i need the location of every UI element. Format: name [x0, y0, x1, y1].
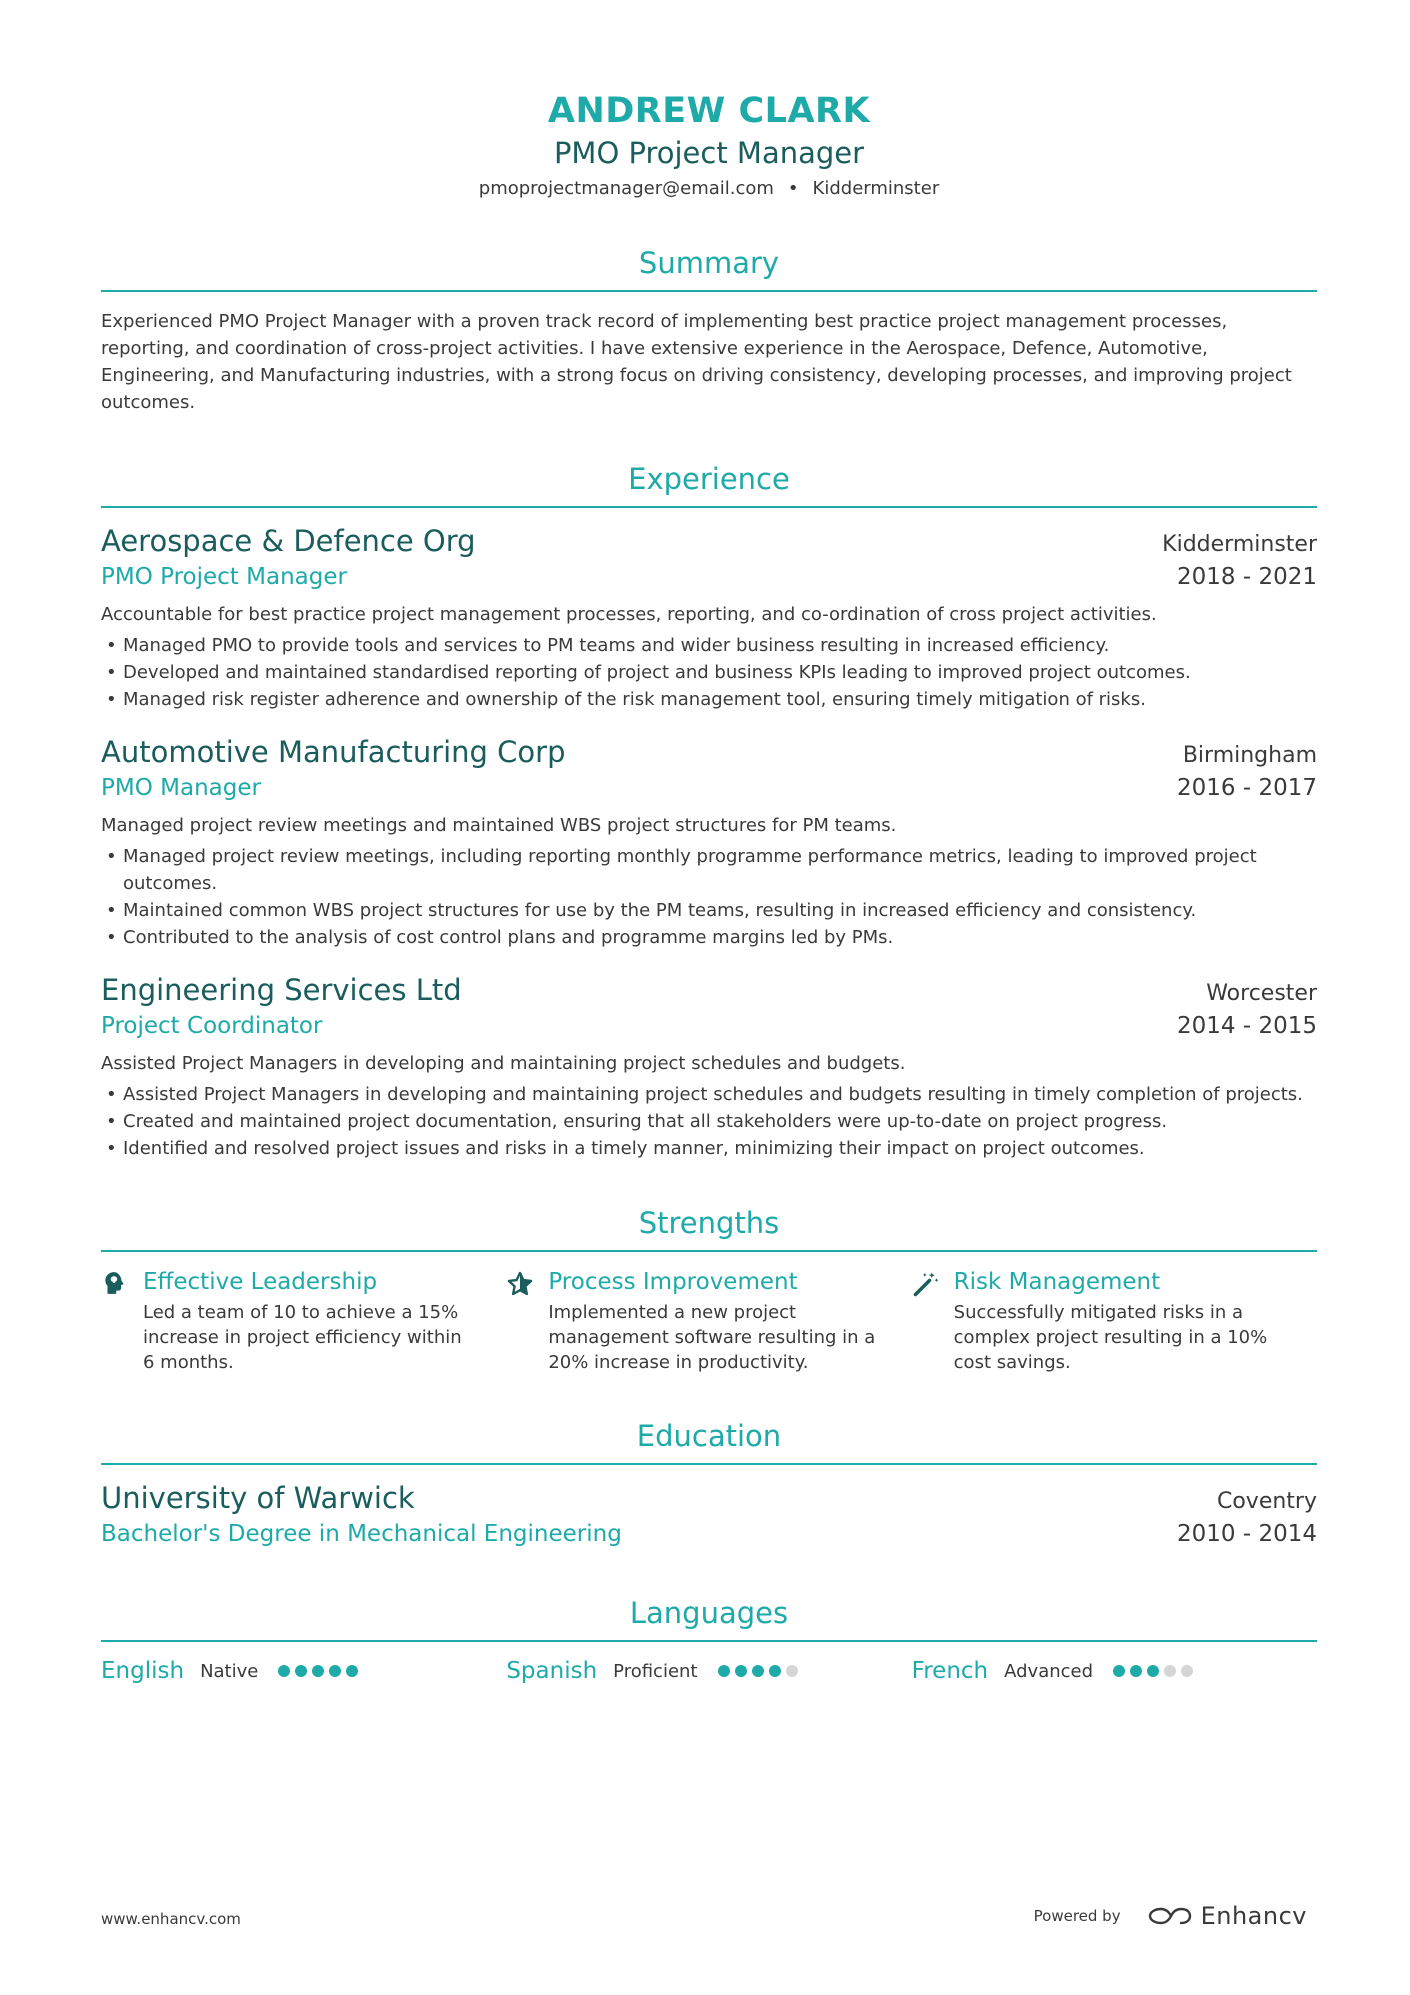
- job-bullet: • Maintained common WBS project structures for use by the PM teams, resulting in increased efficiency and consistency.: [101, 897, 1317, 924]
- rating-dot-empty: [1164, 1665, 1176, 1677]
- strengths-list: [101, 1266, 1317, 1375]
- job-description: Managed project review meetings and maintained WBS project structures for PM teams.: [101, 815, 897, 836]
- job-role: PMO Manager: [101, 775, 261, 801]
- job-company: Automotive Manufacturing Corp: [101, 735, 566, 769]
- education-school: University of Warwick: [101, 1481, 415, 1515]
- brand-logo[interactable]: [1147, 1902, 1307, 1930]
- language-rating: [1113, 1665, 1198, 1677]
- candidate-name: ANDREW CLARK: [547, 91, 871, 131]
- job-bullets: [101, 1081, 1317, 1162]
- language-name: Spanish: [506, 1658, 598, 1684]
- head-icon: [101, 1266, 143, 1375]
- contact-location: Kidderminster: [812, 178, 940, 199]
- education-entry: [101, 1479, 1317, 1550]
- job-entry: [101, 733, 1317, 951]
- language-level: Native: [200, 1660, 259, 1682]
- job-description: Assisted Project Managers in developing and maintaining project schedules and budgets.: [101, 1053, 906, 1074]
- candidate-title: PMO Project Manager: [553, 136, 865, 170]
- strengths-heading: Strengths: [101, 1204, 1317, 1252]
- strength-description: Implemented a new project management software resulting in a 20% increase in productivity.: [548, 1302, 876, 1373]
- job-role: Project Coordinator: [101, 1013, 323, 1039]
- education-heading: Education: [101, 1417, 1317, 1465]
- languages-heading: Languages: [101, 1594, 1317, 1642]
- job-description: Accountable for best practice project management processes, reporting, and co-ordination of cross project activities.: [101, 604, 1157, 625]
- languages-list: [101, 1654, 1317, 1688]
- language-name: English: [101, 1658, 185, 1684]
- language-item: [506, 1654, 911, 1688]
- rating-dot-empty: [786, 1665, 798, 1677]
- language-rating: [278, 1665, 363, 1677]
- job-entry: [101, 522, 1317, 713]
- resume-header: [101, 0, 1317, 204]
- job-bullet: • Developed and maintained standardised reporting of project and business KPIs leading to improved project outcomes.: [101, 659, 1317, 686]
- language-name: French: [911, 1658, 989, 1684]
- experience-section: [101, 460, 1317, 1162]
- education-degree: Bachelor's Degree in Mechanical Engineering: [101, 1521, 622, 1547]
- job-dates: 2014 - 2015: [1177, 1013, 1317, 1039]
- strength-title: Risk Management: [953, 1269, 1161, 1295]
- job-location: Kidderminster: [1162, 532, 1317, 557]
- education-dates: 2010 - 2014: [1177, 1521, 1317, 1547]
- job-location: Birmingham: [1182, 743, 1317, 768]
- strength-description: Successfully mitigated risks in a complex project resulting in a 10% cost savings.: [953, 1302, 1268, 1373]
- job-dates: 2018 - 2021: [1177, 564, 1317, 590]
- strengths-section: [101, 1204, 1317, 1375]
- job-entry: [101, 971, 1317, 1162]
- summary-section: [101, 244, 1317, 416]
- job-bullet: • Identified and resolved project issues and risks in a timely manner, minimizing their impact on project outcomes.: [101, 1135, 1317, 1162]
- rating-dot-filled: [735, 1665, 747, 1677]
- star-icon: [506, 1266, 548, 1375]
- job-bullet: • Created and maintained project documentation, ensuring that all stakeholders were up-to-date on project progress.: [101, 1108, 1317, 1135]
- job-bullet: • Managed PMO to provide tools and services to PM teams and wider business resulting in increased efficiency.: [101, 632, 1317, 659]
- job-bullets: [101, 843, 1317, 951]
- brand-name: Enhancv: [1200, 1902, 1307, 1930]
- rating-dot-filled: [329, 1665, 341, 1677]
- contact-separator: •: [787, 178, 799, 199]
- job-dates: 2016 - 2017: [1177, 775, 1317, 801]
- education-section: [101, 1417, 1317, 1550]
- magic-wand-icon: [912, 1266, 954, 1375]
- footer-branding: [1034, 1902, 1307, 1930]
- rating-dot-filled: [295, 1665, 307, 1677]
- job-bullet: • Managed risk register adherence and ownership of the risk management tool, ensuring timely mitigation of risks.: [101, 686, 1317, 713]
- language-item: [912, 1654, 1317, 1688]
- rating-dot-empty: [1181, 1665, 1193, 1677]
- powered-by-label: Powered by: [1033, 1907, 1121, 1925]
- education-location: Coventry: [1216, 1489, 1317, 1514]
- language-rating: [718, 1665, 803, 1677]
- strength-item: [101, 1266, 506, 1375]
- summary-text: Experienced PMO Project Manager with a proven track record of implementing best practice project management processes, reporting, and coordination of cross-project activities. I have extensive experience in the Aerospace, Defence, Automotive, Engineering, and Manufacturing industries, with a strong focus on driving consistency, developing processes, and improving project outcomes.: [101, 311, 1292, 413]
- rating-dot-filled: [1147, 1665, 1159, 1677]
- resume-page: [101, 0, 1317, 1688]
- strength-title: Effective Leadership: [143, 1269, 378, 1295]
- rating-dot-filled: [346, 1665, 358, 1677]
- rating-dot-filled: [769, 1665, 781, 1677]
- job-bullet: • Assisted Project Managers in developing and maintaining project schedules and budgets resulting in timely completion of projects.: [101, 1081, 1317, 1108]
- strength-item: [506, 1266, 911, 1375]
- job-company: Engineering Services Ltd: [101, 973, 462, 1007]
- languages-section: [101, 1594, 1317, 1688]
- summary-heading: Summary: [101, 244, 1317, 292]
- rating-dot-filled: [312, 1665, 324, 1677]
- experience-heading: Experience: [101, 460, 1317, 508]
- strength-title: Process Improvement: [548, 1269, 798, 1295]
- strength-description: Led a team of 10 to achieve a 15% increase in project efficiency within 6 months.: [143, 1302, 462, 1373]
- job-location: Worcester: [1206, 981, 1317, 1006]
- job-bullet: • Managed project review meetings, including reporting monthly programme performance metrics, leading to improved project outcomes.: [101, 843, 1317, 897]
- enhancv-logo-icon: [1147, 1905, 1193, 1927]
- strength-item: [912, 1266, 1317, 1375]
- rating-dot-filled: [278, 1665, 290, 1677]
- job-role: PMO Project Manager: [101, 564, 347, 590]
- language-level: Advanced: [1004, 1660, 1094, 1682]
- rating-dot-filled: [1113, 1665, 1125, 1677]
- job-bullet: • Contributed to the analysis of cost control plans and programme margins led by PMs.: [101, 924, 1317, 951]
- job-company: Aerospace & Defence Org: [101, 524, 476, 558]
- contact-email[interactable]: pmoprojectmanager@email.com: [478, 178, 774, 199]
- rating-dot-filled: [1130, 1665, 1142, 1677]
- language-item: [101, 1654, 506, 1688]
- contact-line: [101, 174, 1317, 204]
- footer-website[interactable]: www.enhancv.com: [101, 1910, 241, 1928]
- language-level: Proficient: [613, 1660, 698, 1682]
- rating-dot-filled: [752, 1665, 764, 1677]
- rating-dot-filled: [718, 1665, 730, 1677]
- job-bullets: [101, 632, 1317, 713]
